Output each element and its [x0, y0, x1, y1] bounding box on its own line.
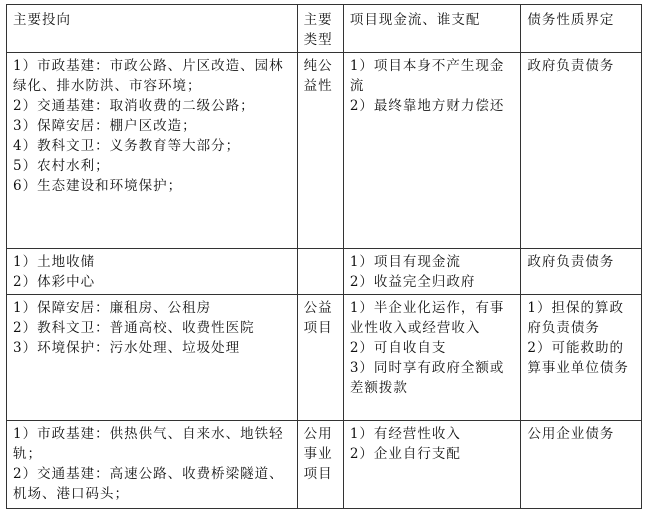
cell-debt [521, 249, 642, 295]
cashflow-item: 1）半企业化运作，有事业性收入或经营收入 [349, 300, 505, 336]
cell-type [297, 295, 343, 421]
table-row [7, 53, 642, 249]
direction-item: 1）保障安居：廉租房、公租房 [13, 300, 212, 316]
direction-item: 3）环境保护：污水处理、垃圾处理 [13, 340, 241, 356]
type-text: 纯公益性 [303, 58, 333, 94]
direction-item: 6）生态建设和环境保护； [13, 178, 183, 194]
cell-type [297, 249, 343, 295]
direction-item: 4）教科文卫：义务教育等大部分； [13, 138, 241, 154]
direction-item: 3）保障安居：棚户区改造； [13, 118, 197, 134]
cashflow-item: 1）项目有现金流 [349, 254, 461, 270]
header-main-direction: 主要投向 [7, 5, 298, 53]
type-text: 公益项目 [303, 300, 333, 336]
cell-directions [7, 53, 298, 249]
type-text: 公用事业项目 [303, 426, 333, 482]
cell-cashflow [343, 53, 521, 249]
direction-item: 2）教科文卫：普通高校、收费性医院 [13, 320, 255, 336]
direction-item: 2）交通基建：取消收费的二级公路； [13, 98, 255, 114]
cashflow-item: 3）同时享有政府全额或差额拨款 [349, 360, 505, 396]
cell-type [297, 53, 343, 249]
cell-directions [7, 421, 298, 509]
direction-item: 2）交通基建：高速公路、收费桥梁隧道、机场、港口码头； [13, 466, 284, 502]
header-cashflow: 项目现金流、谁支配 [343, 5, 521, 53]
cell-cashflow [343, 249, 521, 295]
cell-directions [7, 249, 298, 295]
investment-classification-table [6, 4, 642, 509]
cell-type [297, 421, 343, 509]
cashflow-item: 2）最终靠地方财力偿还 [349, 98, 505, 114]
header-main-type: 主要类型 [297, 5, 343, 53]
table-header-row [7, 5, 642, 53]
cashflow-item: 2）可自收自支 [349, 340, 447, 356]
cell-cashflow [343, 421, 521, 509]
direction-item: 1）市政基建：市政公路、片区改造、园林绿化、排水防洪、市容环境； [13, 58, 284, 94]
header-debt-nature: 债务性质界定 [521, 5, 642, 53]
debt-item: 1）担保的算政府负责债务 [527, 300, 625, 336]
debt-item: 2）可能救助的算事业单位债务 [527, 340, 629, 376]
cell-debt [521, 421, 642, 509]
table-row [7, 295, 642, 421]
debt-item: 政府负责债务 [527, 254, 615, 270]
cashflow-item: 2）企业自行支配 [349, 446, 461, 462]
debt-item: 政府负责债务 [527, 58, 615, 74]
direction-item: 2）体彩中心 [13, 274, 96, 290]
cell-cashflow [343, 295, 521, 421]
cashflow-item: 1）有经营性收入 [349, 426, 461, 442]
table-row [7, 249, 642, 295]
cell-directions [7, 295, 298, 421]
cashflow-item: 2）收益完全归政府 [349, 274, 476, 290]
cell-debt [521, 295, 642, 421]
cell-debt [521, 53, 642, 249]
direction-item: 1）市政基建：供热供气、自来水、地铁轻轨； [13, 426, 284, 462]
debt-item: 公用企业债务 [527, 426, 615, 442]
direction-item: 5）农村水利； [13, 158, 110, 174]
cashflow-item: 1）项目本身不产生现金流 [349, 58, 505, 94]
direction-item: 1）土地收储 [13, 254, 96, 270]
table-row [7, 421, 642, 509]
